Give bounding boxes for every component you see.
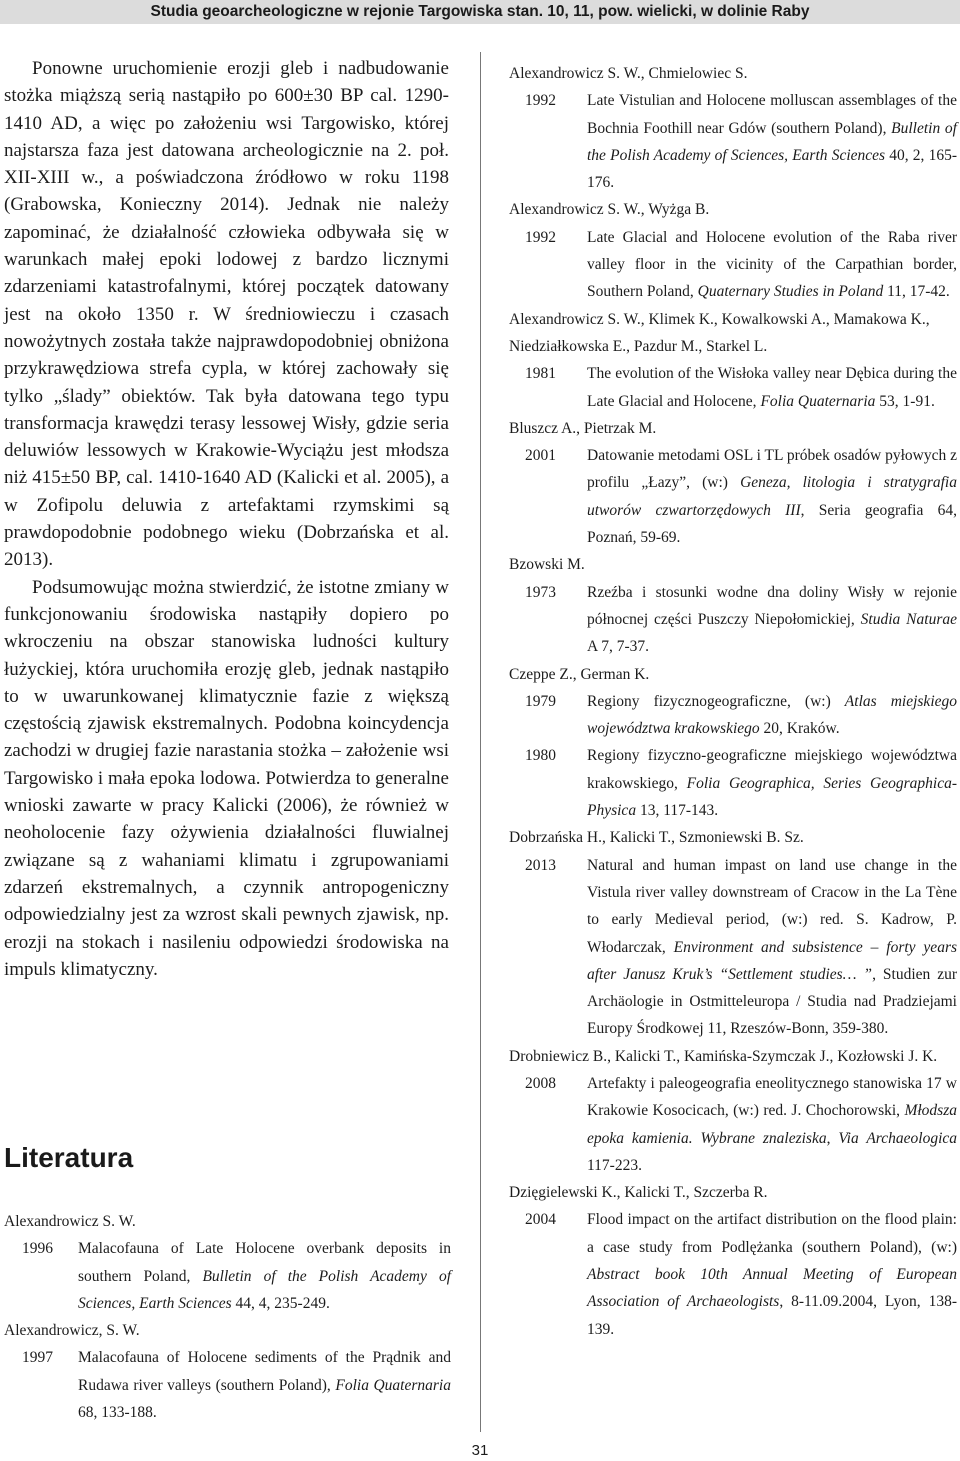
reference-year: 2004 xyxy=(525,1211,556,1229)
reference-text-part: Malacofauna of Late Holocene overbank deposits in southern Poland, xyxy=(78,1240,451,1285)
reference-author: Alexandrowicz S. W., Wyżga B. xyxy=(509,201,710,219)
reference-text-part: 117-223. xyxy=(587,1156,642,1174)
reference-text-part: Flood impact on the artifact distribution on the flood plain: a case study from Podlężanka (southern Poland), (w:) xyxy=(587,1211,957,1256)
reference-entry xyxy=(509,688,957,743)
reference-source-title: Quaternary Studies in Poland xyxy=(697,283,884,301)
reference-author: Dzięgielewski K., Kalicki T., Szczerba R. xyxy=(509,1184,768,1202)
reference-entry xyxy=(509,224,957,306)
body-text xyxy=(4,55,449,983)
reference-year: 2001 xyxy=(525,447,556,465)
reference-author: Drobniewicz B., Kalicki T., Kamińska-Szymczak J., Kozłowski J. K. xyxy=(509,1047,938,1065)
reference-text xyxy=(587,87,957,196)
reference-text xyxy=(587,442,957,551)
paragraph-text: Podsumowując można stwierdzić, że istotne zmiany w funkcjonowaniu środowiska nastąpiły dopiero po wkroczeniu na obszar stanowiska ludności kultury łużyckiej, która uruchomiła erozję gleb, jednak nastąpiło to w uwarunkowanej klimatycznie fazie z większą częstością zjawisk ekstremalnych. Podobna koincydencja zachodzi w drugiej fazie narastania stożka – założenie wsi Targowisko i mała epoka lodowa. Potwierdza to generalne wnioski zawarte w pracy Kalicki (2006), że również w neoholocenie fazy ożywienia działalności fluwialnej związane są z wahaniami klimatu i zgrupowaniami zdarzeń ekstremalnych, a czynnik antropogeniczny odpowiedzialny jest za wzrost skali pewnych zjawisk, np. erozji na stokach i nasileniu odpowiedzi środowiska na impuls klimatyczny. xyxy=(4,576,449,980)
reference xyxy=(509,415,957,551)
reference-year: 1980 xyxy=(525,747,556,765)
reference-source-title: Folia Quaternaria xyxy=(335,1376,451,1394)
reference-entry xyxy=(509,1206,957,1342)
reference xyxy=(509,306,957,415)
reference-entry xyxy=(509,579,957,661)
reference-author: Bzowski M. xyxy=(509,556,585,574)
reference-text xyxy=(78,1235,451,1317)
reference-author: Alexandrowicz, S. W. xyxy=(4,1322,140,1340)
reference-source-title: Atlas miejskiego województwa krakowskiego xyxy=(587,692,958,738)
reference-text-part: 44, 4, 235-249. xyxy=(231,1294,330,1312)
reference-text-part: Artefakty i paleogeografia eneolitycznego stanowiska 17 w Krakowie Kosocicach, (w:) red. J. Chochorowski, xyxy=(587,1074,957,1120)
reference-entry xyxy=(509,852,957,1043)
reference-text xyxy=(587,852,957,1043)
reference-text-part: 68, 133-188. xyxy=(78,1404,157,1422)
reference-text-part: Rzeźba i stosunki wodne dna doliny Wisły w rejonie północnej części Puszczy Niepołomickiej, xyxy=(587,583,957,628)
running-header: Studia geoarcheologiczne w rejonie Targowiska stan. 10, 11, pow. wielicki, w dolinie Raby xyxy=(0,0,960,24)
reference-text-part: Late Vistulian and Holocene molluscan assemblages of the Bochnia Foothill near Gdów (southern Poland), xyxy=(587,92,957,137)
reference-text xyxy=(587,1070,957,1179)
reference-year: 1973 xyxy=(525,583,556,601)
reference-text xyxy=(587,742,957,824)
reference-text-part: Datowanie metodami OSL i TL próbek osadów pyłowych z profilu „Łazy”, (w:) xyxy=(587,447,957,492)
reference-entry xyxy=(509,742,957,824)
reference-entry xyxy=(4,1344,451,1426)
reference xyxy=(509,1179,957,1343)
reference-text-part: , 8-11.09.2004, Lyon, 138-139. xyxy=(587,1293,957,1338)
reference-year: 1992 xyxy=(525,92,556,110)
reference-entry xyxy=(509,442,957,551)
reference-text xyxy=(78,1344,451,1426)
reference-year: 2008 xyxy=(525,1074,556,1092)
reference xyxy=(509,661,957,825)
reference-entry xyxy=(509,1070,957,1179)
reference-year: 1979 xyxy=(525,692,556,710)
reference-text-part: 20, Kraków. xyxy=(759,720,840,738)
reference xyxy=(509,824,957,1042)
reference-text-part: 11, 17-42. xyxy=(883,283,950,301)
reference-text-part: 13, 117-143. xyxy=(636,802,719,820)
reference-text-part: Regiony fizycznogeograficzne, (w:) xyxy=(587,692,845,710)
reference-author: Alexandrowicz S. W., Chmielowiec S. xyxy=(509,65,748,82)
reference xyxy=(4,1317,451,1426)
references-right xyxy=(509,60,957,1343)
literature-heading: Literatura xyxy=(4,1142,134,1173)
reference xyxy=(509,60,957,196)
reference-year: 1981 xyxy=(525,365,556,383)
reference-text-part: , Seria geografia 64, Poznań, 59-69. xyxy=(587,501,957,547)
references-left xyxy=(4,1208,451,1426)
reference-text xyxy=(587,688,957,743)
reference-source-title: Geneza, litologia i stratygrafia utworów czwartorzędowych III xyxy=(587,474,957,519)
reference-source-title: Bulletin of the Polish Academy of Sciences, Earth Sciences xyxy=(587,119,957,164)
reference-year: 1992 xyxy=(525,228,556,246)
page-number: 31 xyxy=(471,1442,489,1459)
reference-text xyxy=(587,1206,957,1342)
reference-author: Alexandrowicz S. W., Klimek K., Kowalkowski A., Mamakowa K., Niedziałkowska E., Pazdur M., Starkel L. xyxy=(509,310,930,355)
reference-text-part: Natural and human impast on land use change in the Vistula river valley downstream of Cracow in the La Tène to early Medieval period, (w:) red. S. Kadrow, P. Włodarczak, xyxy=(587,856,957,956)
paragraph-text: Ponowne uruchomienie erozji gleb i nadbudowanie stożka miąższą serią nastąpiło po 600±30 BP cal. 1290-1410 AD, a więc po założeniu wsi Targowisko, której najstarsza faza jest datowana archeologicznie na 2. poł. XII-XIII w., a poświadczona źródłowo w roku 1198 (Grabowska, Konieczny 2014). Jednak nie należy zapominać, że działalność człowieka odbywała się w warunkach małej epoki lodowej z bardzo licznymi zdarzeniami katastrofalnymi, której początek datowany jest na około 1350 r. W średniowieczu i czasach nowożytnych została także najprawdopodobniej obniżona przykrawędziowa strefa cypla, w której zachowały się tylko „ślady” obiektów. Tak była datowana tego typu transformacja krawędzi terasy lessowej Wisły, gdzie seria deluwiów lessowych w Krakowie-Wyciążu jest młodsza niż 415±50 BP, cal. 1410-1640 AD (Kalicki et al. 2005), a w Zofipolu deluwia z artefaktami rzymskimi są prawdopodobnie podobnego wieku (Dobrzańska et al. 2013). xyxy=(4,58,449,571)
reference-source-title: Bulletin of the Polish Academy of Sciences, Earth Sciences xyxy=(78,1267,451,1312)
reference-entry xyxy=(4,1235,451,1317)
reference-year: 2013 xyxy=(525,856,556,874)
reference-text xyxy=(587,224,957,306)
reference-source-title: Abstract book 10th Annual Meeting of European Association of Archaeologists xyxy=(587,1266,957,1311)
reference-text-part: Malacofauna of Holocene sediments of the Prądnik and Rudawa river valleys (southern Poland), xyxy=(78,1349,451,1394)
reference-source-title: Młodsza epoka kamienia. Wybrane znaleziska xyxy=(587,1102,957,1147)
reference xyxy=(509,1043,957,1179)
reference-source-title: Environment and subsistence – forty years after Janusz Kruk’s “Settlement studies… ” xyxy=(587,938,958,983)
reference-source-title: Folia Geographica, Series Geographica-Physica xyxy=(587,774,957,820)
reference-source-title: Folia Quaternaria xyxy=(760,392,876,410)
reference-text-part: A 7, 7-37. xyxy=(587,638,649,656)
reference-source-title: Studia Naturae xyxy=(860,610,957,628)
reference-text xyxy=(587,579,957,661)
reference-text-part: 40, 2, 165-176. xyxy=(587,146,957,192)
reference-author: Alexandrowicz S. W. xyxy=(4,1213,136,1230)
reference-year: 1996 xyxy=(22,1240,53,1258)
reference xyxy=(509,196,957,305)
reference xyxy=(509,551,957,660)
reference-source-title: Via Archaeologica xyxy=(838,1129,958,1147)
reference-text-part: The evolution of the Wisłoka valley near Dębica during the Late Glacial and Holocene, xyxy=(587,365,957,410)
paragraph xyxy=(4,574,449,983)
column-divider xyxy=(480,52,481,1432)
paragraph xyxy=(4,55,449,574)
reference xyxy=(4,1208,451,1317)
reference-year: 1997 xyxy=(22,1349,53,1367)
reference-text-part: Regiony fizyczno-geograficzne miejskiego województwa krakowskiego, xyxy=(587,747,957,792)
reference-text xyxy=(587,360,957,415)
reference-text-part: , xyxy=(826,1129,839,1147)
reference-entry xyxy=(509,87,957,196)
reference-author: Bluszcz A., Pietrzak M. xyxy=(509,419,657,437)
reference-text-part: 53, 1-91. xyxy=(875,392,935,410)
reference-text-part: Late Glacial and Holocene evolution of the Raba river valley floor in the vicinity of the Carpathian border, Southern Poland, xyxy=(587,228,957,301)
reference-author: Czeppe Z., German K. xyxy=(509,665,650,683)
reference-entry xyxy=(509,360,957,415)
reference-text-part: , Studien zur Archäologie in Ostmitteleuropa / Studia nad Pradziejami Europy Środkowej 11, Rzeszów-Bonn, 359-380. xyxy=(587,965,957,1038)
reference-author: Dobrzańska H., Kalicki T., Szmoniewski B. Sz. xyxy=(509,829,804,847)
